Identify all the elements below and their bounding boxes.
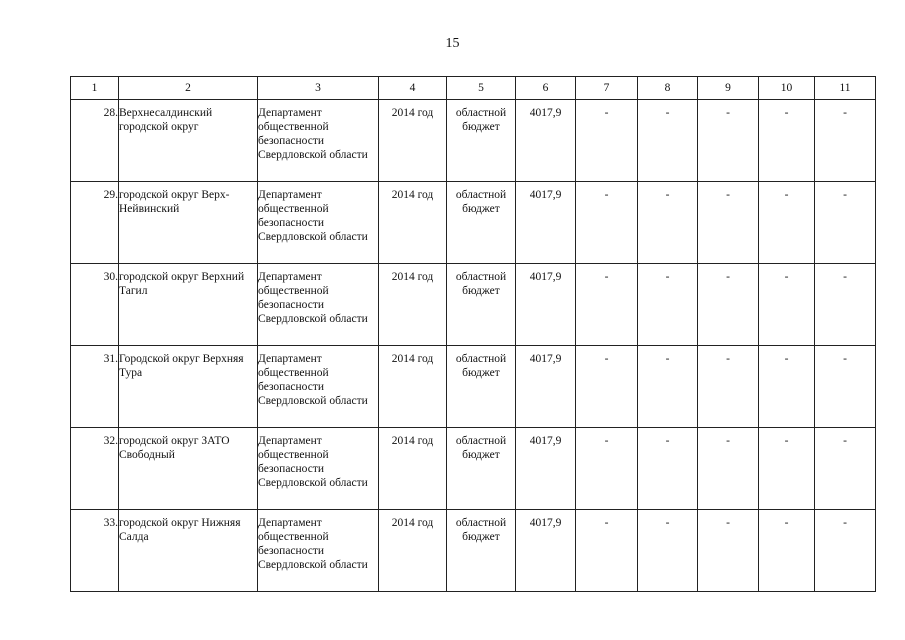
row-number-cell: 31. bbox=[71, 346, 119, 428]
header-cell: 2 bbox=[119, 77, 258, 100]
table-header bbox=[71, 77, 876, 100]
table-row bbox=[71, 100, 876, 182]
header-cell: 9 bbox=[698, 77, 759, 100]
header-cell: 4 bbox=[379, 77, 447, 100]
col7-cell: - bbox=[576, 100, 638, 182]
municipality-cell: городской округ Верхний Тагил bbox=[119, 264, 258, 346]
amount-cell: 4017,9 bbox=[516, 510, 576, 592]
col7-cell: - bbox=[576, 428, 638, 510]
header-cell: 3 bbox=[258, 77, 379, 100]
department-cell: Департамент общественной безопасности Свердловской области bbox=[258, 182, 379, 264]
table-row bbox=[71, 428, 876, 510]
row-number-cell: 30. bbox=[71, 264, 119, 346]
col10-cell: - bbox=[759, 182, 815, 264]
col7-cell: - bbox=[576, 346, 638, 428]
funding-source-cell: областной бюджет bbox=[447, 100, 516, 182]
year-cell: 2014 год bbox=[379, 264, 447, 346]
col10-cell: - bbox=[759, 510, 815, 592]
col11-cell: - bbox=[815, 182, 876, 264]
col8-cell: - bbox=[638, 346, 698, 428]
col8-cell: - bbox=[638, 428, 698, 510]
amount-cell: 4017,9 bbox=[516, 428, 576, 510]
header-cell: 6 bbox=[516, 77, 576, 100]
year-cell: 2014 год bbox=[379, 428, 447, 510]
row-number-cell: 32. bbox=[71, 428, 119, 510]
department-cell: Департамент общественной безопасности Свердловской области bbox=[258, 264, 379, 346]
col10-cell: - bbox=[759, 428, 815, 510]
funding-source-cell: областной бюджет bbox=[447, 346, 516, 428]
table-row bbox=[71, 264, 876, 346]
col9-cell: - bbox=[698, 100, 759, 182]
col9-cell: - bbox=[698, 428, 759, 510]
department-cell: Департамент общественной безопасности Свердловской области bbox=[258, 346, 379, 428]
row-number-cell: 29. bbox=[71, 182, 119, 264]
table-row bbox=[71, 182, 876, 264]
amount-cell: 4017,9 bbox=[516, 100, 576, 182]
header-cell: 10 bbox=[759, 77, 815, 100]
col9-cell: - bbox=[698, 510, 759, 592]
header-row bbox=[71, 77, 876, 100]
col10-cell: - bbox=[759, 264, 815, 346]
col7-cell: - bbox=[576, 264, 638, 346]
department-cell: Департамент общественной безопасности Свердловской области bbox=[258, 428, 379, 510]
amount-cell: 4017,9 bbox=[516, 346, 576, 428]
col8-cell: - bbox=[638, 100, 698, 182]
funding-source-cell: областной бюджет bbox=[447, 264, 516, 346]
table-row bbox=[71, 510, 876, 592]
col9-cell: - bbox=[698, 264, 759, 346]
year-cell: 2014 год bbox=[379, 510, 447, 592]
municipality-cell: городской округ Верх-Нейвинский bbox=[119, 182, 258, 264]
col8-cell: - bbox=[638, 510, 698, 592]
year-cell: 2014 год bbox=[379, 182, 447, 264]
col11-cell: - bbox=[815, 346, 876, 428]
department-cell: Департамент общественной безопасности Свердловской области bbox=[258, 510, 379, 592]
col11-cell: - bbox=[815, 428, 876, 510]
col11-cell: - bbox=[815, 264, 876, 346]
funding-source-cell: областной бюджет bbox=[447, 182, 516, 264]
col9-cell: - bbox=[698, 346, 759, 428]
funding-source-cell: областной бюджет bbox=[447, 428, 516, 510]
department-cell: Департамент общественной безопасности Свердловской области bbox=[258, 100, 379, 182]
col9-cell: - bbox=[698, 182, 759, 264]
col11-cell: - bbox=[815, 100, 876, 182]
header-cell: 5 bbox=[447, 77, 516, 100]
col7-cell: - bbox=[576, 510, 638, 592]
amount-cell: 4017,9 bbox=[516, 182, 576, 264]
col7-cell: - bbox=[576, 182, 638, 264]
page-number: 15 bbox=[445, 36, 460, 51]
municipality-cell: городской округ ЗАТО Свободный bbox=[119, 428, 258, 510]
data-table bbox=[70, 76, 876, 592]
year-cell: 2014 год bbox=[379, 346, 447, 428]
col8-cell: - bbox=[638, 182, 698, 264]
header-cell: 1 bbox=[71, 77, 119, 100]
row-number-cell: 33. bbox=[71, 510, 119, 592]
header-cell: 11 bbox=[815, 77, 876, 100]
municipality-cell: Верхнесалдинский городской округ bbox=[119, 100, 258, 182]
table-row bbox=[71, 346, 876, 428]
header-cell: 7 bbox=[576, 77, 638, 100]
col8-cell: - bbox=[638, 264, 698, 346]
col10-cell: - bbox=[759, 346, 815, 428]
row-number-cell: 28. bbox=[71, 100, 119, 182]
amount-cell: 4017,9 bbox=[516, 264, 576, 346]
table-body bbox=[71, 100, 876, 592]
col10-cell: - bbox=[759, 100, 815, 182]
municipality-cell: Городской округ Верхняя Тура bbox=[119, 346, 258, 428]
funding-source-cell: областной бюджет bbox=[447, 510, 516, 592]
municipality-cell: городской округ Нижняя Салда bbox=[119, 510, 258, 592]
header-cell: 8 bbox=[638, 77, 698, 100]
col11-cell: - bbox=[815, 510, 876, 592]
year-cell: 2014 год bbox=[379, 100, 447, 182]
